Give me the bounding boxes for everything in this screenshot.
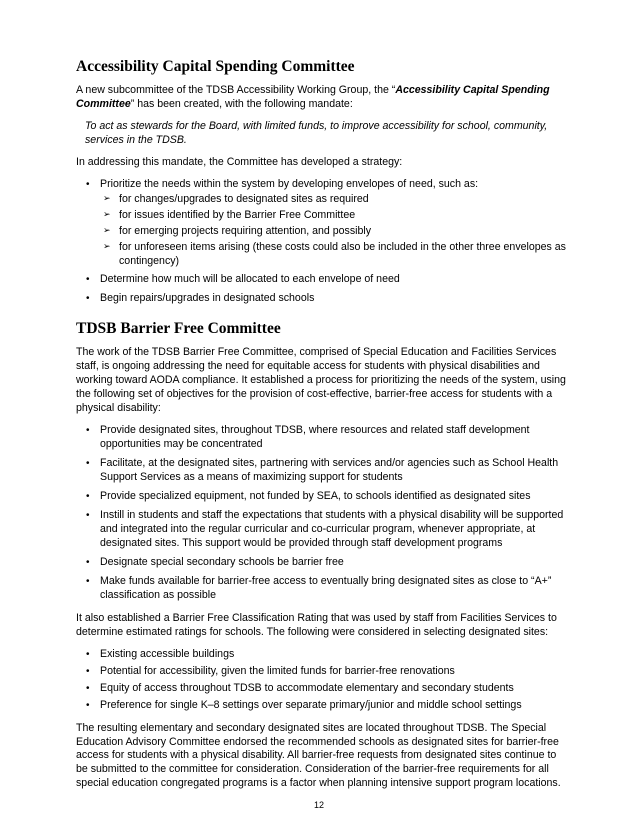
bullet-icon: • — [86, 490, 90, 502]
objective-item — [76, 556, 566, 570]
arrow-bullet-icon: ➢ — [103, 224, 111, 235]
strategy-item-text: Begin repairs/upgrades in designated schools — [100, 292, 315, 305]
objective-item — [76, 509, 566, 551]
committee-name-emphasis: Accessibility Capital Spending Committee — [76, 83, 550, 110]
arrow-bullet-icon: ➢ — [103, 208, 111, 219]
bullet-icon: • — [86, 274, 90, 286]
envelope-item — [100, 209, 566, 223]
strategy-list — [76, 178, 566, 307]
subcommittee-intro — [76, 84, 566, 112]
objective-item — [76, 575, 566, 603]
bullet-icon: • — [86, 509, 90, 521]
section-heading-capital-spending: Accessibility Capital Spending Committee — [76, 58, 355, 75]
bullet-icon: • — [86, 458, 90, 469]
closing-paragraph: The resulting elementary and secondary designated sites are located throughout TDSB. The Special Education Advisory Committee endorsed the recommended schools as designated sites for barrier-free access for students with a physical disability. All barrier-free requests from designated sites continue to be submitted to the committee for consideration. Consideration of the barrier-free requirements for all special education congregated programs is a factor when planning intensive support program locations. — [76, 721, 561, 790]
arrow-bullet-icon: ➢ — [103, 192, 111, 203]
criteria-text: Existing accessible buildings — [100, 647, 235, 660]
objective-item — [76, 424, 566, 452]
criteria-item — [76, 699, 566, 713]
bullet-icon: • — [86, 665, 90, 677]
envelope-sublist — [100, 193, 566, 269]
envelope-item-text: for emerging projects requiring attention, and possibly — [119, 224, 372, 237]
strategy-intro: In addressing this mandate, the Committee has developed a strategy: — [76, 155, 403, 168]
bullet-icon: • — [86, 699, 90, 711]
envelope-item-text: for unforeseen items arising (these costs could also be included in the other three envelopes as contingency) — [119, 240, 566, 267]
intro-text-start: A new subcommittee of the TDSB Accessibility Working Group, the “ — [76, 83, 396, 96]
envelope-item — [100, 225, 566, 239]
envelope-item-text: for changes/upgrades to designated sites as required — [119, 192, 369, 205]
strategy-item — [76, 292, 566, 306]
bullet-icon: • — [86, 682, 90, 694]
objective-text: Instill in students and staff the expectations that students with a physical disability will be supported and integrated into the regular curricular and co-curricular program, whenever appropriate, at designated sites. This support would be provided through staff development programs — [100, 508, 564, 549]
bullet-icon: • — [86, 648, 90, 660]
criteria-item — [76, 682, 566, 696]
mandate-statement: To act as stewards for the Board, with limited funds, to improve accessibility for school, community, services in the TDSB. — [85, 119, 548, 146]
criteria-text: Preference for single K–8 settings over separate primary/junior and middle school settings — [100, 698, 522, 711]
objective-item — [76, 457, 566, 485]
rating-intro: It also established a Barrier Free Classification Rating that was used by staff from Facilities Services to determine estimated ratings for schools. The following were considered in selecting designated sites: — [76, 611, 557, 638]
objective-text: Provide designated sites, throughout TDSB, where resources and related staff development opportunities may be concentrated — [100, 424, 530, 451]
criteria-item — [76, 648, 566, 662]
envelope-item-text: for issues identified by the Barrier Free Committee — [119, 208, 356, 221]
objective-text: Make funds available for barrier-free access to eventually bring designated sites as close to “A+” classification as possible — [100, 574, 552, 601]
strategy-item-text: Prioritize the needs within the system by developing envelopes of need, such as: — [100, 177, 479, 190]
intro-text-end: ” has been created, with the following mandate: — [130, 97, 353, 110]
criteria-text: Equity of access throughout TDSB to accommodate elementary and secondary students — [100, 681, 514, 694]
strategy-item — [76, 178, 566, 269]
bullet-icon: • — [86, 178, 90, 190]
objective-text: Facilitate, at the designated sites, partnering with services and/or agencies such as School Health Support Services as a means of maximizing support for students — [100, 457, 559, 483]
page-content — [76, 58, 566, 799]
bullet-icon: • — [86, 425, 90, 437]
objective-text: Designate special secondary schools be barrier free — [100, 555, 344, 568]
bullet-icon: • — [86, 575, 90, 587]
strategy-item — [76, 273, 566, 287]
envelope-item — [100, 193, 566, 207]
strategy-item-text: Determine how much will be allocated to each envelope of need — [100, 273, 400, 286]
barrier-free-intro: The work of the TDSB Barrier Free Committee, comprised of Special Education and Facilities Services staff, is ongoing addressing the need for equitable access for students with physical disabilities and working toward AODA compliance. It established a process for prioritizing the needs of the system, using the following set of objectives for the provision of cost-effective, barrier-free access for students with a physical disability: — [76, 346, 566, 415]
criteria-text: Potential for accessibility, given the limited funds for barrier-free renovations — [100, 664, 455, 677]
page-number: 12 — [313, 800, 324, 810]
objectives-list — [76, 424, 566, 603]
criteria-list — [76, 648, 566, 713]
bullet-icon: • — [86, 293, 90, 305]
criteria-item — [76, 665, 566, 679]
objective-item — [76, 490, 566, 504]
envelope-item — [100, 241, 566, 269]
objective-text: Provide specialized equipment, not funded by SEA, to schools identified as designated sites — [100, 489, 531, 502]
arrow-bullet-icon: ➢ — [103, 240, 111, 251]
bullet-icon: • — [86, 556, 90, 568]
section-heading-barrier-free: TDSB Barrier Free Committee — [76, 320, 281, 338]
